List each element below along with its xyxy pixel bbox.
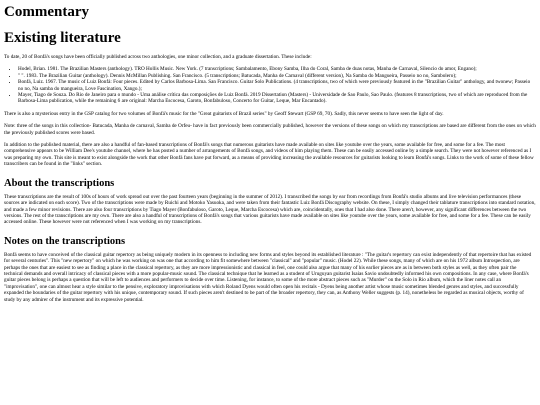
notes-transcriptions-heading: Notes on the transcriptions (4, 235, 126, 247)
commentary-heading: Commentary (4, 4, 89, 20)
sources-list (4, 66, 536, 104)
gsp-paragraph: There is also a mysterious entry in the GSP catalog for two volumes of Bonfá's music for the "Great guitarists of Brazil series" by Geoff Stewart (GSP 69, 70). Sadly, this never seems to have seen the light of day. (4, 110, 444, 117)
notes-paragraph: Bonfá seems to have conceived of the classical guitar repertory as being uniquely modern in its openness to including new forms and styles beyond its established literature : "The guitar's repertory can exist independently of that repertoire that has existed for several centuries". This "new repertory" on which he was working on was one that according to him fit somewhere between "classical" and "popular" music. (Hodel 22). While these songs, many of which are on his 1972 album Introspection, are perhaps the ones that are easiest to see as finding a place in the classical repertory, as they are more impressionistic and classical in feel, one could also argue that many of his earlier pieces are as in between both styles as well, as they often pair the technical demands and overall intricacy of classical pieces with a more popular-music sound. The classical technique that he learned as a student of Uruguyan guitarist Isaias Savio undoubtedly informed his own compositions. In any case, where Bonfá's guitar pieces belong is perhaps a question that will be left to audiences and performers to decide over time. Listening, for instance, to some of the more abstract pieces such as "Murder" on the Solo in Rio album, which the liner notes call an "improvisation", one can almost hear a style similar to the pensive, exploratory improvisations with which Roland Dyens would often open his recitals - Dyens being another artist whose music sometimes blended genres and styles, and successfully expanded the boundaries of the guitar repertory with his unique, contemporary sound. If such pieces aren't destined to be part of the broader repertory, they can, as Anthony Weller suggests (p. 14), nonetheless be regarded as musical objects, worthy of study by any admirer of the instrument and its expressive potential. (4, 251, 532, 303)
note-paragraph: Note: three of the songs in this collection- Batucada, Manha de carnaval, Samba de Orfeu- have in fact previously been commercially published, however the versions of these songs on which my transcriptions are based are different from the ones on which the previously published scores were based. (4, 123, 536, 136)
source-item: • Bonfá, Luiz. 1967. The music of Luiz Bonfá: Four pieces. Edited by Carlos Barbosa-Lima. San Francisco. Guitar Solo Publications. (4 transcriptions, two of which were previously featured in the "Brazilian Guitar" anthology, and twonew; Passeio no no, Na samba do mangueira, Love Fascination, Xango.); (18, 79, 536, 92)
about-transcriptions-heading: About the transcriptions (4, 177, 115, 189)
existing-literature-heading: Existing literature (4, 30, 121, 46)
fan-transcriptions-paragraph: In addition to the published material, there are also a handful of fan-based transcriptions of Bonfá's songs that numerous guitarists have made available on sites like youtube over the years, some available for free, and some for a fee. The most comprehensive appears to be William Dee's youtube channel, where he has posted a number of arrangements of Bonfá songs, and videos of him playing them. These can be easily accessed online by a simple search. They were not however referenced as I was preparing my own. This site is meant to exist alongside the work that other Bonfá fans have put forward, as a means of providing increasing the available resources for guitarists looking to learn Bonfá's songs. Links to the work of some of these fellow transcribers can be found in the "links" section. (4, 142, 534, 168)
about-paragraph: These transcriptions are the result of 100s of hours of work spread out over the past fourteen years (beginning in the summer of 2012). I transcribed the songs by ear from recordings from Bonfá's studio albums and live television performances (these sources are indicated on each score). Two of the transcriptions were made by Ruichi and Motoko Yasuoka, and were taken from their fantastic Luiz Bonfá Discography website. On these, I simply changed their tablature transcriptions into standard notation, and made a few minor revisions. There are also four transcriptions by Tiago Mayer (Bonfabuloso, Garoto, Leque, Marcha Escocesa) which are, coincidentally, ones that I had also done. There aren't, however, any significant differences between the two versions. The rest of the transcriptions are my own. There are also a handful of transcriptions of Bonfá's songs that various guitarists have made available on sites like youtube over the years, some available for free, and some for a fee. These can be easily accessed online. These however were not referenced when I was working on my transcriptions. (4, 193, 536, 226)
source-item: • " ". 1983. The Brazilian Guitar (anthology). Dennis McMillan Publishing. San Francisco. (5 transcriptions; Batucada, Manha de Carnaval (different version), Na Samba do Mangueira, Passeio no no, Sambolero); (18, 73, 536, 79)
source-item: • Mayer, Tiago de Souza. Do Rio de Janeiro para o mundo - Uma análise crítica das composições de Luiz Bonfá. 2019 Dissertation (Masters) - Universidade de Sao Paulo, Sao Paulo. (features 8 transcriptions, two of which are reproduced from the Barbosa-Lima publication, while the remaining 6 are original: Marcha Escocesa, Garoto, Bonfabuloso, Concerto for Guitar, Leque, Mar Encantado). (18, 92, 536, 105)
source-item: • Hodel, Brian. 1981. The Brazilian Masters (anthology). TRO Hollis Music. New York. (7 transcriptions; Sambalamento, Ebony Samba, Ilha do Coral, Samba de duas notas, Manha de Carnaval, Silencio do amor, Engano); (18, 66, 536, 72)
intro-paragraph: To date, 20 of Bonfá's songs have been officially published across two anthologies, one minor collection, and a graduate dissertation. These include: (4, 54, 312, 60)
